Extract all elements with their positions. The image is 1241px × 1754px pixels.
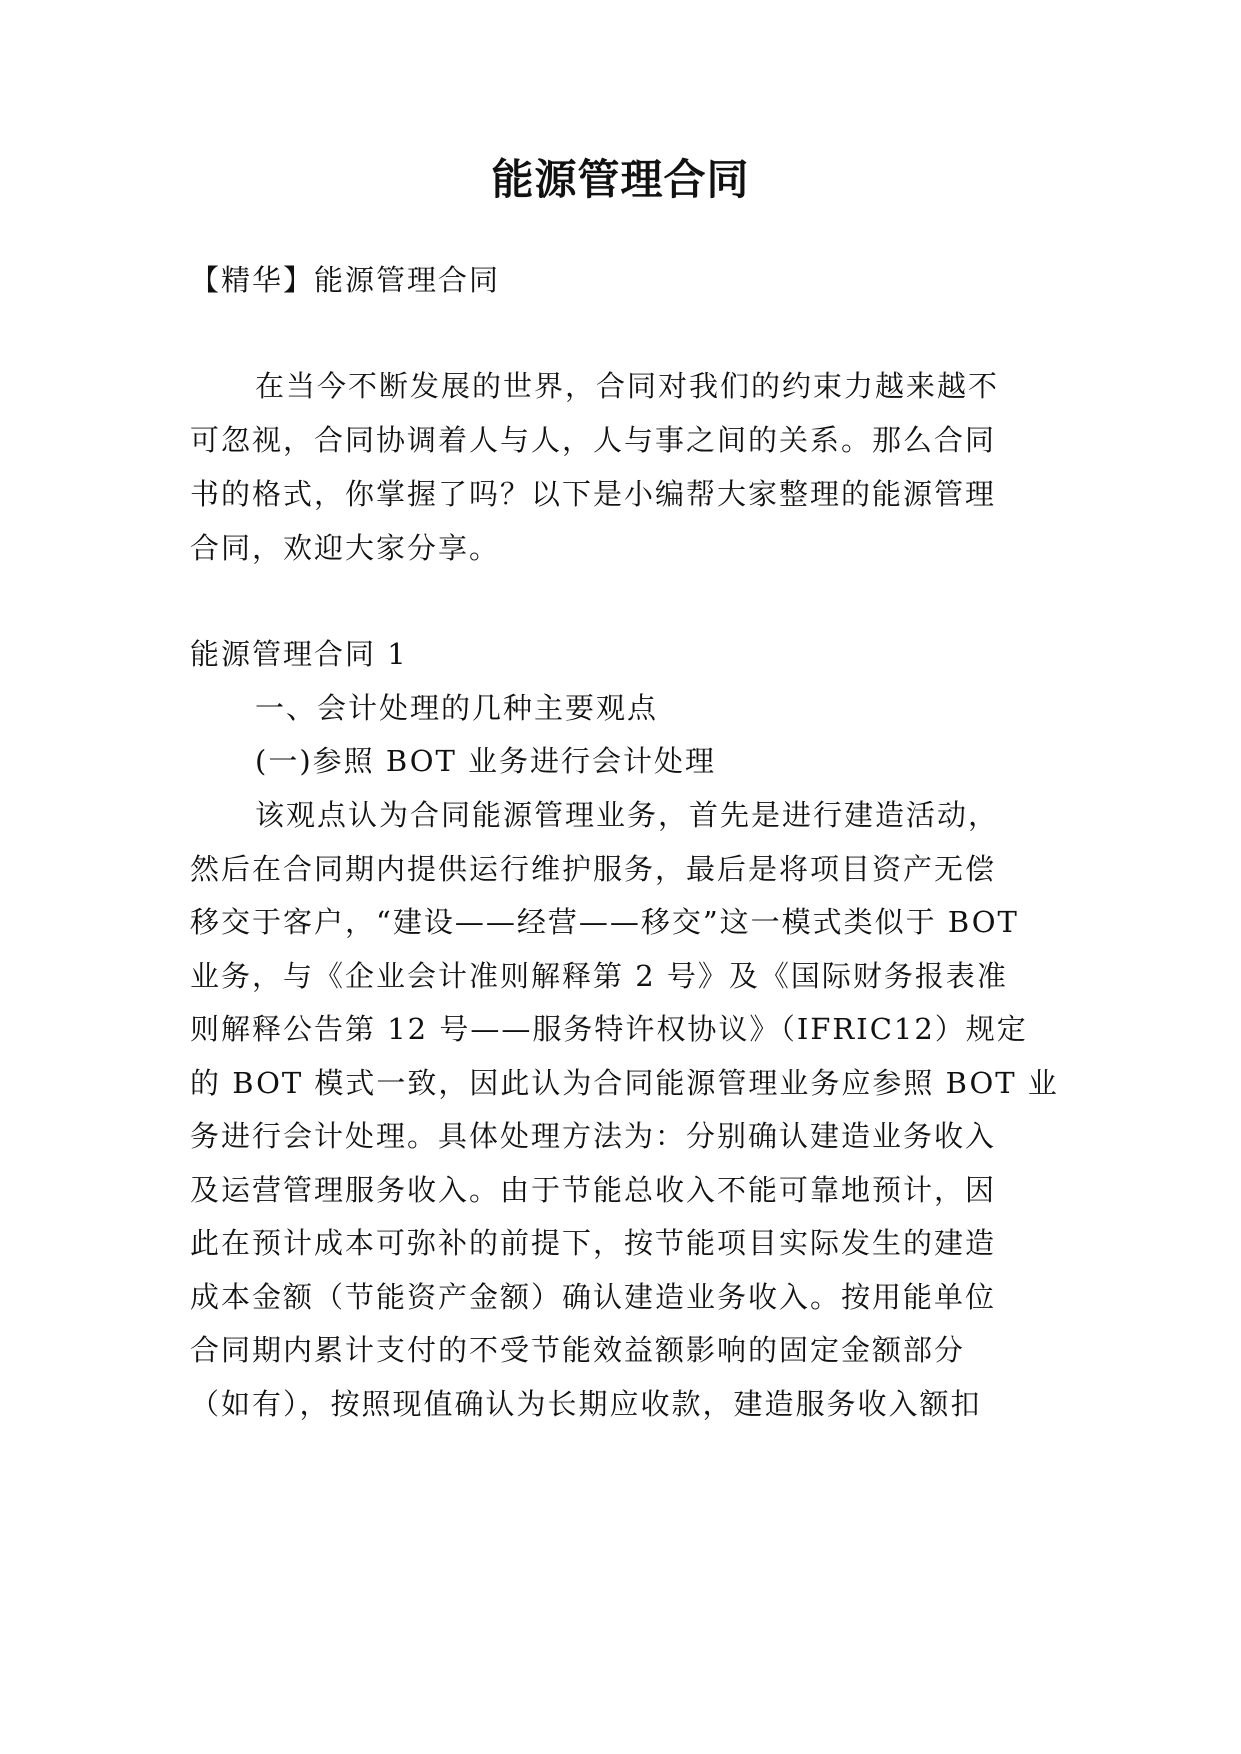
section-heading: 能源管理合同 1 [190, 637, 408, 671]
document-subtitle: 【精华】能源管理合同 [190, 263, 501, 297]
intro-line: 可忽视，合同协调着人与人，人与事之间的关系。那么合同 [190, 423, 997, 457]
body-line: 的 BOT 模式一致，因此认为合同能源管理业务应参照 BOT 业 [190, 1066, 1059, 1100]
body-line: 成本金额（节能资产金额）确认建造业务收入。按用能单位 [190, 1280, 997, 1314]
document-title: 能源管理合同 [491, 155, 750, 204]
body-line: （如有），按照现值确认为长期应收款，建造服务收入额扣 [190, 1387, 982, 1421]
body-line: 及运营管理服务收入。由于节能总收入不能可靠地预计，因 [190, 1173, 997, 1207]
body-line: 业务，与《企业会计准则解释第 2 号》及《国际财务报表准 [190, 959, 1008, 993]
body-line: 该观点认为合同能源管理业务，首先是进行建造活动， [255, 798, 1000, 832]
intro-line: 合同，欢迎大家分享。 [190, 531, 501, 565]
body-line: 移交于客户，“建设——经营——移交”这一模式类似于 BOT [190, 905, 1019, 939]
body-line: 此在预计成本可弥补的前提下，按节能项目实际发生的建造 [190, 1226, 997, 1260]
body-line: 务进行会计处理。具体处理方法为：分别确认建造业务收入 [190, 1119, 997, 1153]
intro-line: 书的格式，你掌握了吗？以下是小编帮大家整理的能源管理 [190, 477, 997, 511]
body-line: 合同期内累计支付的不受节能效益额影响的固定金额部分 [190, 1333, 966, 1367]
heading-1: 一、会计处理的几种主要观点 [255, 691, 659, 725]
body-line: 然后在合同期内提供运行维护服务，最后是将项目资产无偿 [190, 852, 997, 886]
intro-line: 在当今不断发展的世界，合同对我们的约束力越来越不 [255, 369, 1000, 403]
heading-2: (一)参照 BOT 业务进行会计处理 [255, 744, 717, 778]
body-line: 则解释公告第 12 号——服务特许权协议》（IFRIC12）规定 [190, 1012, 1028, 1046]
